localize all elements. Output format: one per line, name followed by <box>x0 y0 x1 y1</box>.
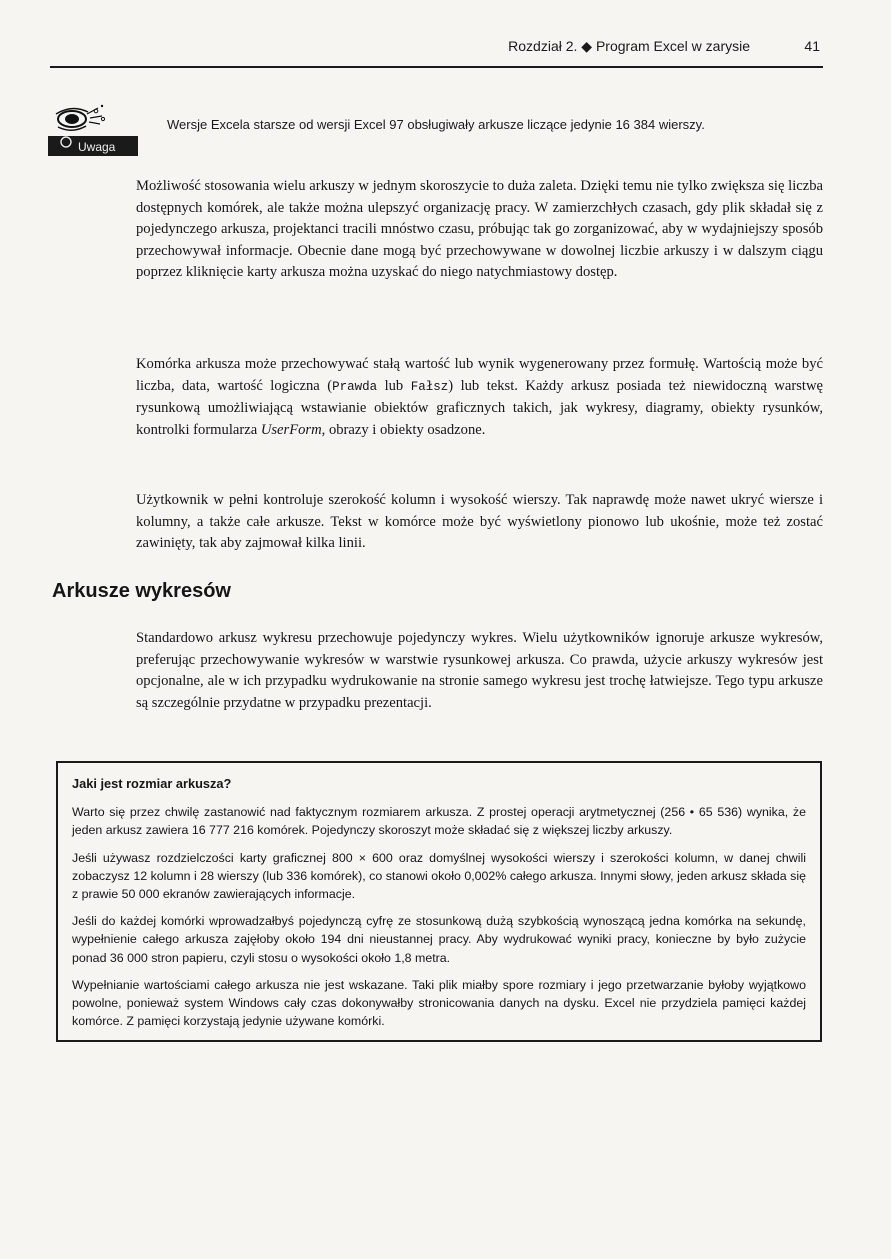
sidebar-paragraph: Wypełnianie wartościami całego arkusza nie jest wskazane. Taki plik miałby spore rozmiary i jego przetwarzanie byłoby wyjątkowo powolne, ponieważ system Windows cały czas dokonywałby stronicowania danych na dysku. Excel nie przydziela pamięci każdej komórce. Z pamięci korzystają jedynie używane komórki. <box>72 977 806 1029</box>
running-header <box>50 38 820 62</box>
p2-userform: UserForm <box>260 421 322 438</box>
paragraph-cell-contents <box>136 354 823 441</box>
note-icon-label: Uwaga <box>78 140 116 154</box>
note-text: Wersje Excela starsze od wersji Excel 97 obsługiwały arkusze liczące jedynie 16 384 wierszy. <box>167 117 705 132</box>
paragraph-multiple-sheets: Możliwość stosowania wielu arkuszy w jednym skoroszycie to duża zaleta. Dzięki temu nie tylko zwiększa się liczba dostępnych komórek, ale także można ulepszyć organizację pracy. W zamierzchłych czasach, gdy plik składał się z pojedynczego arkusza, projektanci tracili mnóstwo czasu, próbując tak go zorganizować, aby w wydajniejszy sposób przechowywał informacje. Obecnie dane mogą być przechowywane w dowolnej liczbie arkuszy i w dalszym ciągu poprzez kliknięcie karty arkusza można uzyskać do niego natychmiastowy dostęp. <box>136 178 823 280</box>
p2-text-a: Komórka arkusza może przechowywać stałą wartość lub wynik wygenerowany przez formułę. Wartością może być liczba, data, wartość logiczna ( <box>136 356 823 394</box>
sidebar-title: Jaki jest rozmiar arkusza? <box>72 776 232 791</box>
sidebar-paragraph: Jeśli do każdej komórki wprowadzałbyś pojedynczą cyfrę ze stosunkową dużą szybkością wynoszącą jedna komórka na sekundę, wypełnienie całego arkusza zajęłoby około 194 dni nieustannej pracy. Aby wydrukować wyniki pracy, konieczne by było zużycie ponad 36 000 stron papieru, czyli stosu o wysokości około 1,8 metra. <box>72 914 806 965</box>
paragraph-chart-sheets: Standardowo arkusz wykresu przechowuje pojedynczy wykres. Wielu użytkowników ignoruje arkusze wykresów, preferując przechowywanie wykresów w warstwie rysunkowej arkusza. Co prawda, użycie arkuszy wykresów jest opcjonalne, ale w ich przypadku wydrukowanie na stronie samego wykresu jest trochę łatwiejsze. Tego typu arkusze są szczególnie przydatne w przypadku prezentacji. <box>136 630 823 711</box>
p2-true-value: Prawda <box>332 379 378 394</box>
p2-text-c: ) lub tekst. Każdy arkusz posiada też niewidoczną warstwę rysunkową umożliwiającą wstawianie obiektów graficznych takich, jak wykresy, diagramy, obiekty rysunków, kontrolki formularza <box>136 377 823 438</box>
sidebar-box <box>56 761 822 1042</box>
note-icon <box>46 102 146 162</box>
page-number: 41 <box>804 38 820 54</box>
header-rule <box>50 66 823 68</box>
paragraph-column-width: Użytkownik w pełni kontroluje szerokość kolumn i wysokość wierszy. Tak naprawdę może nawet ukryć wiersze i kolumny, a także całe arkusze. Tekst w komórce może być wyświetlony pionowo lub ukośnie, może też zostać zawinięty, tak aby zajmował kilka linii. <box>136 492 823 551</box>
chapter-title: Rozdział 2. ◆ Program Excel w zarysie <box>508 38 750 54</box>
sidebar-paragraph: Warto się przez chwilę zastanowić nad faktycznym rozmiarem arkusza. Z prostej operacji arytmetycznej (256 • 65 536) wynika, że jeden arkusz zawiera 16 777 216 komórek. Pojedynczy skoroszyt może składać się z większej liczby arkuszy. <box>72 805 806 838</box>
p2-text-d: , obrazy i obiekty osadzone. <box>321 421 486 438</box>
section-heading: Arkusze wykresów <box>52 580 231 602</box>
p2-false-value: Fałsz <box>410 379 449 394</box>
p2-text-b: lub <box>377 377 411 394</box>
sidebar-paragraph: Jeśli używasz rozdzielczości karty graficznej 800 × 600 oraz domyślnej wysokości wierszy i szerokości kolumn, w danej chwili zobaczysz 12 kolumn i 28 wierszy (lub 336 komórek), co stanowi około 0,002% całego arkusza. Innymi słowy, jeden arkusz składa się z prawie 50 000 ekranów zawierających informacje. <box>72 850 806 902</box>
